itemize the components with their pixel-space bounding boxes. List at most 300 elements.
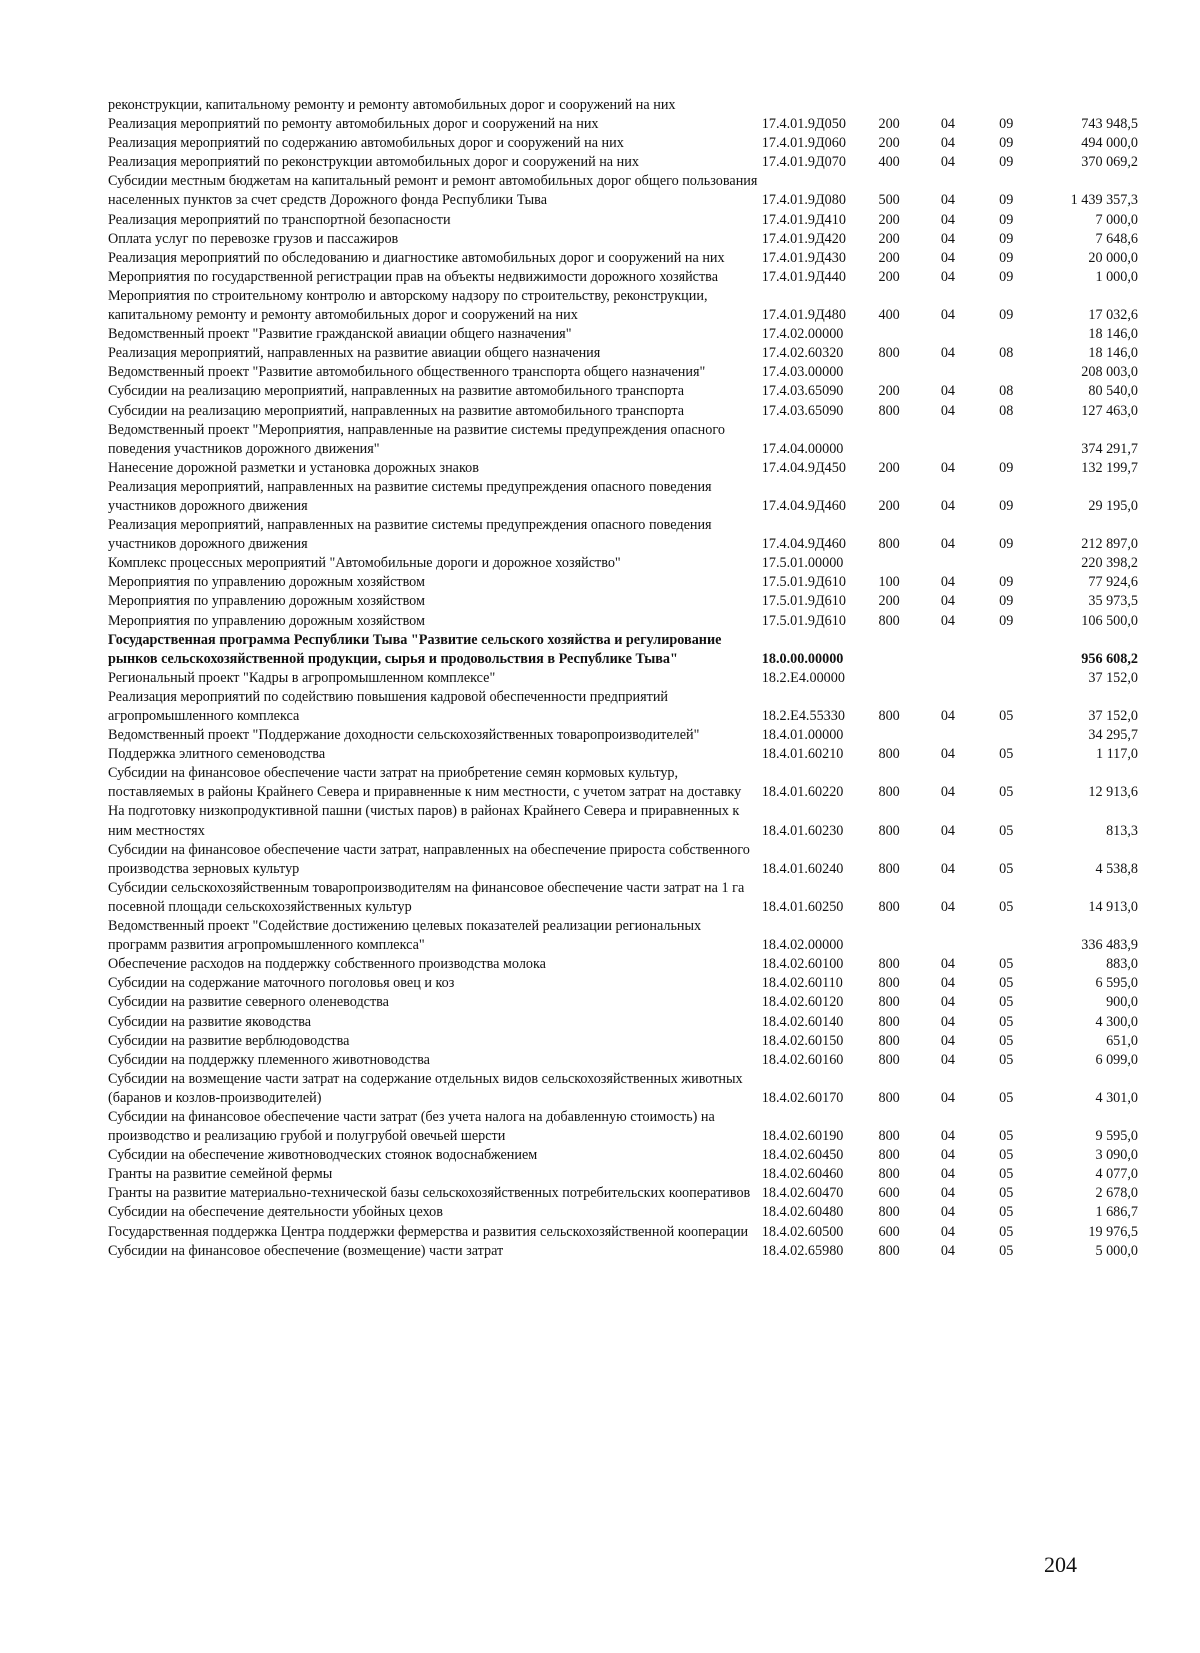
row-subsection: 08 [999,345,1014,362]
table-row [108,172,1138,210]
row-expense-type: 800 [878,994,900,1011]
row-expense-type: 800 [878,345,900,362]
row-expense-type: 800 [878,860,900,877]
row-amount [1055,96,1138,115]
row-code: 17.4.03.00000 [761,364,844,381]
table-row [108,974,1138,993]
row-subsection [999,554,1055,573]
row-name: Субсидии на поддержку племенного животноводства [108,1051,430,1068]
table-row [108,1070,1138,1108]
row-expense-type: 800 [878,1013,900,1030]
row-code: 17.4.01.9Д060 [761,135,846,152]
row-expense-type: 200 [878,268,900,285]
row-subsection: 05 [999,1204,1014,1221]
row-name: Реализация мероприятий, направленных на развитие системы предупреждения опасного поведения участников дорожного движения [108,517,712,553]
row-expense-type: 200 [878,249,900,266]
row-amount: 6 595,0 [1095,975,1138,992]
row-subsection [999,917,1055,955]
row-name: Государственная поддержка Центра поддержки фермерства и развития сельскохозяйственной кооперации [108,1223,749,1240]
row-amount: 743 948,5 [1081,116,1138,133]
table-row [108,1242,1138,1261]
row-section: 04 [940,1089,956,1106]
row-amount: 374 291,7 [1081,440,1138,457]
row-subsection: 05 [999,1242,1014,1259]
row-amount: 336 483,9 [1081,937,1138,954]
table-row [108,344,1138,363]
row-expense-type [878,631,940,669]
row-code: 17.4.03.65090 [761,402,844,419]
table-row [108,1013,1138,1032]
row-expense-type: 500 [878,192,900,209]
row-code: 18.4.01.00000 [761,727,844,744]
row-section [941,96,999,115]
row-subsection: 05 [999,1223,1014,1240]
row-subsection: 09 [999,268,1014,285]
row-section [941,631,999,669]
table-row [108,1223,1138,1242]
row-subsection: 05 [999,746,1014,763]
row-code: 18.4.02.60160 [761,1051,844,1068]
row-expense-type: 800 [878,822,900,839]
row-section: 04 [940,1223,956,1240]
row-expense-type: 200 [878,230,900,247]
row-amount: 370 069,2 [1081,154,1138,171]
row-expense-type: 800 [878,1128,900,1145]
row-name: Субсидии на обеспечение деятельности убойных цехов [108,1204,443,1221]
row-subsection: 09 [999,116,1014,133]
row-code: 18.4.02.60470 [761,1185,844,1202]
row-code: 18.4.02.60170 [761,1089,844,1106]
row-name: Мероприятия по управлению дорожным хозяйством [108,612,425,629]
row-expense-type: 800 [878,1032,900,1049]
row-section: 04 [940,898,956,915]
table-row [108,917,1138,955]
row-subsection: 09 [999,536,1014,553]
row-name: Государственная программа Республики Тыва "Развитие сельского хозяйства и регулирование рынков сельскохозяйственной продукции, сырья и продовольствия в Республике Тыва" [108,631,722,667]
row-expense-type: 800 [878,898,900,915]
row-amount: 34 295,7 [1088,727,1138,744]
row-code: 18.4.01.60220 [761,784,844,801]
row-code: 17.5.01.00000 [761,555,844,572]
row-section: 04 [940,1013,956,1030]
row-subsection: 05 [999,860,1014,877]
row-section: 04 [940,383,956,400]
row-code: 18.4.02.60110 [761,975,843,992]
row-amount: 7 648,6 [1095,230,1138,247]
row-expense-type: 400 [878,154,900,171]
table-row [108,363,1138,382]
row-amount: 4 077,0 [1095,1166,1138,1183]
row-subsection: 09 [999,211,1014,228]
row-subsection: 09 [999,612,1014,629]
row-amount: 1 117,0 [1095,746,1138,763]
table-row [108,478,1138,516]
table-row [108,287,1138,325]
row-subsection: 05 [999,784,1014,801]
row-section: 04 [940,956,956,973]
row-code: 17.4.01.9Д080 [761,192,846,209]
row-amount: 20 000,0 [1088,249,1138,266]
row-amount: 1 000,0 [1095,268,1138,285]
table-row [108,631,1138,669]
table-row [108,554,1138,573]
table-row [108,96,1138,115]
row-code: 18.4.02.60140 [761,1013,844,1030]
row-amount: 12 913,6 [1088,784,1138,801]
table-row [108,459,1138,478]
row-amount: 77 924,6 [1088,574,1138,591]
row-code: 17.4.04.9Д450 [761,459,846,476]
row-section: 04 [940,192,956,209]
row-expense-type: 800 [878,536,900,553]
row-amount: 29 195,0 [1088,497,1138,514]
row-code: 18.2.Е4.55330 [761,708,845,724]
row-name: Реализация мероприятий по реконструкции автомобильных дорог и сооружений на них [108,154,639,171]
row-code: 18.4.01.60210 [761,746,844,763]
row-code: 18.4.01.60230 [761,822,844,839]
row-section: 04 [940,1128,956,1145]
row-amount: 80 540,0 [1088,383,1138,400]
row-code: 17.5.01.9Д610 [761,574,846,591]
row-subsection: 08 [999,402,1014,419]
table-row [108,1032,1138,1051]
row-section: 04 [940,994,956,1011]
row-subsection: 05 [999,1128,1014,1145]
row-expense-type: 800 [878,784,900,801]
row-section: 04 [940,784,956,801]
row-code: 18.4.02.60190 [761,1128,844,1145]
row-name: Реализация мероприятий по обследованию и диагностике автомобильных дорог и сооружений на них [108,249,725,266]
row-section [941,726,999,745]
row-name: Реализация мероприятий по транспортной безопасности [108,211,451,228]
row-name: Субсидии на развитие верблюдоводства [108,1032,350,1049]
row-amount: 5 000,0 [1095,1242,1138,1259]
row-amount: 106 500,0 [1081,612,1138,629]
row-subsection: 05 [999,708,1014,724]
table-row [108,1165,1138,1184]
row-name: Ведомственный проект "Содействие достижению целевых показателей реализации региональных программ развития агропромышленного комплекса" [108,918,702,954]
row-code: 17.4.01.9Д430 [761,249,846,266]
row-name: Субсидии на содержание маточного поголовья овец и коз [108,975,455,992]
table-row [108,382,1138,401]
row-subsection: 09 [999,459,1014,476]
row-section [941,363,999,382]
row-expense-type: 400 [878,307,900,324]
row-code: 17.4.04.00000 [761,440,844,457]
row-expense-type: 200 [878,135,900,152]
row-name: Субсидии на развитие яководства [108,1013,312,1030]
table-row [108,955,1138,974]
row-name: Реализация мероприятий, направленных на развитие авиации общего назначения [108,345,601,362]
row-code: 17.4.03.65090 [761,383,844,400]
row-amount: 17 032,6 [1088,307,1138,324]
row-name: Поддержка элитного семеноводства [108,746,326,763]
row-section: 04 [940,708,956,724]
row-code: 17.4.01.9Д070 [761,154,846,171]
table-row [108,1203,1138,1222]
row-name: Субсидии на реализацию мероприятий, направленных на развитие автомобильного транспорта [108,402,685,419]
row-name: Гранты на развитие семейной фермы [108,1166,333,1183]
row-name: Реализация мероприятий по ремонту автомобильных дорог и сооружений на них [108,116,599,133]
row-section [941,421,999,459]
row-section: 04 [940,746,956,763]
row-amount: 37 152,0 [1088,708,1138,724]
row-expense-type [878,726,940,745]
row-expense-type [878,363,940,382]
table-row [108,573,1138,592]
row-code: 17.4.04.9Д460 [761,536,846,553]
row-amount: 1 686,7 [1095,1204,1138,1221]
row-amount: 1 439 357,3 [1070,192,1138,209]
row-expense-type: 800 [878,402,900,419]
row-subsection: 05 [999,975,1014,992]
table-row [108,211,1138,230]
row-amount: 900,0 [1106,994,1138,1011]
row-name: Мероприятия по управлению дорожным хозяйством [108,593,425,610]
row-section: 04 [940,612,956,629]
row-amount: 813,3 [1106,822,1138,839]
table-row [108,1051,1138,1070]
row-name: Реализация мероприятий, направленных на развитие системы предупреждения опасного поведения участников дорожного движения [108,478,712,514]
row-amount: 18 146,0 [1088,345,1138,362]
row-name: На подготовку низкопродуктивной пашни (чистых паров) в районах Крайнего Севера и приравненных к ним местностях [108,803,740,839]
row-section: 04 [940,593,956,610]
row-amount: 127 463,0 [1081,402,1138,419]
table-row [108,230,1138,249]
row-amount: 19 976,5 [1088,1223,1138,1240]
row-name: Субсидии на финансовое обеспечение части затрат (без учета налога на добавленную стоимость) на производство и реализацию грубой и полугрубой овечьей шерсти [108,1108,715,1145]
row-expense-type: 800 [878,1147,900,1164]
table-row [108,402,1138,421]
table-row [108,268,1138,287]
row-amount: 35 973,5 [1088,593,1138,610]
row-section: 04 [940,1204,956,1221]
row-subsection [999,669,1055,688]
row-amount: 4 301,0 [1095,1089,1138,1106]
table-row [108,612,1138,631]
row-expense-type: 800 [878,1204,900,1221]
table-row [108,134,1138,153]
row-name: Субсидии на реализацию мероприятий, направленных на развитие автомобильного транспорта [108,383,685,400]
row-code: 17.4.04.9Д460 [761,497,846,514]
row-code: 18.4.02.60120 [761,994,844,1011]
row-expense-type [878,325,940,344]
row-subsection: 05 [999,898,1014,915]
row-subsection [999,96,1055,115]
row-section: 04 [940,154,956,171]
table-row [108,745,1138,764]
row-amount: 6 099,0 [1095,1051,1138,1068]
row-section: 04 [940,345,956,362]
table-row [108,325,1138,344]
row-expense-type: 800 [878,1242,900,1259]
row-section: 04 [940,822,956,839]
row-amount: 18 146,0 [1088,326,1138,343]
row-amount: 3 090,0 [1095,1147,1138,1164]
row-section: 04 [940,249,956,266]
table-row [108,153,1138,172]
row-name: Субсидии на финансовое обеспечение (возмещение) части затрат [108,1242,504,1259]
row-code: 18.2.Е4.00000 [761,669,845,686]
row-code: 18.4.01.60250 [761,898,844,915]
row-subsection: 09 [999,192,1014,209]
row-subsection: 05 [999,1147,1014,1164]
row-name: Ведомственный проект "Поддержание доходности сельскохозяйственных товаропроизводителей" [108,727,700,744]
row-expense-type: 800 [878,956,900,973]
row-expense-type: 800 [878,612,900,629]
row-code: 18.4.02.60480 [761,1204,844,1221]
row-section: 04 [940,574,956,591]
row-amount: 956 608,2 [1081,650,1138,667]
row-expense-type: 800 [878,1166,900,1183]
row-section: 04 [940,135,956,152]
row-name: Нанесение дорожной разметки и установка дорожных знаков [108,459,479,476]
row-code: 17.5.01.9Д610 [761,593,846,610]
row-name: Ведомственный проект "Мероприятия, направленные на развитие системы предупреждения опасного поведения участников дорожного движения" [108,421,725,457]
row-subsection [999,726,1055,745]
row-section: 04 [940,116,956,133]
row-expense-type: 200 [878,497,900,514]
row-code: 18.4.02.60500 [761,1223,844,1240]
row-name: Субсидии на финансовое обеспечение части затрат на приобретение семян кормовых культур, поставляемых в районы Крайнего Севера и приравненные к ним местности, с учетом затрат на доставку [108,765,742,801]
row-section: 04 [940,1166,956,1183]
row-subsection: 09 [999,154,1014,171]
row-section [941,917,999,955]
row-expense-type: 100 [878,574,900,591]
row-amount: 37 152,0 [1088,669,1138,686]
table-row [108,841,1138,879]
row-subsection: 05 [999,1089,1014,1106]
budget-table [108,96,1138,1261]
row-section: 04 [940,211,956,228]
row-amount: 883,0 [1106,956,1138,973]
row-subsection: 05 [999,1051,1014,1068]
row-name: Субсидии на финансовое обеспечение части затрат, направленных на обеспечение прироста собственного производства зерновых культур [108,841,750,877]
row-section: 04 [940,268,956,285]
row-name: Субсидии на развитие северного оленеводства [108,994,389,1011]
row-code: 18.4.02.00000 [761,937,844,954]
row-expense-type: 800 [878,975,900,992]
row-expense-type: 800 [878,1051,900,1068]
row-expense-type [878,96,940,115]
row-expense-type [878,421,940,459]
row-name: Мероприятия по государственной регистрации прав на объекты недвижимости дорожного хозяйства [108,268,718,285]
row-subsection: 08 [999,383,1014,400]
row-code: 18.4.02.60100 [761,956,844,973]
table-row [108,1146,1138,1165]
row-amount: 9 595,0 [1095,1128,1138,1145]
row-name: Мероприятия по строительному контролю и авторскому надзору по строительству, реконструкции, капитальному ремонту и ремонту автомобильных дорог и сооружений на них [108,287,708,324]
row-section: 04 [940,497,956,514]
row-subsection: 09 [999,574,1014,591]
budget-table-body [108,96,1138,1261]
row-expense-type: 800 [878,1089,900,1106]
row-expense-type [878,554,940,573]
row-subsection: 09 [999,249,1014,266]
row-amount: 2 678,0 [1095,1185,1138,1202]
table-row [108,592,1138,611]
row-expense-type: 600 [878,1185,900,1202]
row-section: 04 [940,1185,956,1202]
row-subsection: 05 [999,994,1014,1011]
row-code: 18.4.02.60460 [761,1166,844,1183]
row-expense-type: 200 [878,211,900,228]
row-subsection: 05 [999,822,1014,839]
row-subsection [999,363,1055,382]
row-code: 18.4.01.60240 [761,860,844,877]
row-name: Субсидии на обеспечение животноводческих стоянок водоснабжением [108,1147,538,1164]
row-code: 17.4.01.9Д440 [761,268,846,285]
row-expense-type: 600 [878,1223,900,1240]
row-section: 04 [940,1147,956,1164]
table-row [108,421,1138,459]
row-expense-type [878,669,940,688]
row-section: 04 [940,975,956,992]
row-name: Ведомственный проект "Развитие автомобильного общественного транспорта общего назначения" [108,364,706,381]
row-code: 18.4.02.60450 [761,1147,844,1164]
row-code: 18.4.02.60150 [761,1032,844,1049]
row-amount: 4 538,8 [1095,860,1138,877]
row-amount: 7 000,0 [1095,211,1138,228]
row-section [941,554,999,573]
row-name: Субсидии местным бюджетам на капитальный ремонт и ремонт автомобильных дорог общего пользования населенных пунктов за счет средств Дорожного фонда Республики Тыва [108,173,758,209]
row-expense-type: 200 [878,116,900,133]
row-expense-type: 200 [878,593,900,610]
row-amount: 220 398,2 [1081,555,1138,572]
row-subsection [999,325,1055,344]
row-name: реконструкции, капитальному ремонту и ремонту автомобильных дорог и сооружений на них [108,97,676,113]
table-row [108,1184,1138,1203]
table-row [108,802,1138,840]
row-expense-type: 200 [878,459,900,476]
row-subsection: 05 [999,1166,1014,1183]
row-section: 04 [940,860,956,877]
row-expense-type: 800 [878,746,900,763]
row-name: Гранты на развитие материально-технической базы сельскохозяйственных потребительских кооперативов [108,1185,751,1202]
row-amount: 208 003,0 [1081,364,1138,381]
row-name: Обеспечение расходов на поддержку собственного производства молока [108,956,546,973]
row-subsection: 05 [999,956,1014,973]
row-code: 17.4.01.9Д410 [761,211,846,228]
row-section: 04 [940,1051,956,1068]
row-amount: 651,0 [1106,1032,1138,1049]
table-row [108,764,1138,802]
row-code: 18.4.02.65980 [761,1242,844,1259]
row-section: 04 [940,1032,956,1049]
row-section: 04 [940,1242,956,1259]
row-section [941,325,999,344]
table-row [108,1108,1138,1146]
table-row [108,669,1138,688]
row-name: Субсидии на возмещение части затрат на содержание отдельных видов сельскохозяйственных животных (баранов и козлов-производителей) [108,1070,743,1106]
row-name: Комплекс процессных мероприятий "Автомобильные дороги и дорожное хозяйство" [108,555,621,572]
row-name: Мероприятия по управлению дорожным хозяйством [108,574,425,591]
row-subsection: 09 [999,135,1014,152]
row-subsection: 09 [999,307,1014,324]
row-subsection [999,631,1055,669]
row-section: 04 [940,459,956,476]
row-name: Реализация мероприятий по содержанию автомобильных дорог и сооружений на них [108,135,624,152]
row-subsection: 09 [999,230,1014,247]
row-amount: 212 897,0 [1081,536,1138,553]
table-row [108,115,1138,134]
row-code: 17.4.02.60320 [761,345,844,362]
row-expense-type: 800 [878,708,900,724]
row-name: Реализация мероприятий по содействию повышения кадровой обеспеченности предприятий агропромышленного комплекса [108,688,669,724]
table-row [108,516,1138,554]
row-name: Ведомственный проект "Развитие гражданской авиации общего назначения" [108,326,572,343]
row-amount: 494 000,0 [1081,135,1138,152]
